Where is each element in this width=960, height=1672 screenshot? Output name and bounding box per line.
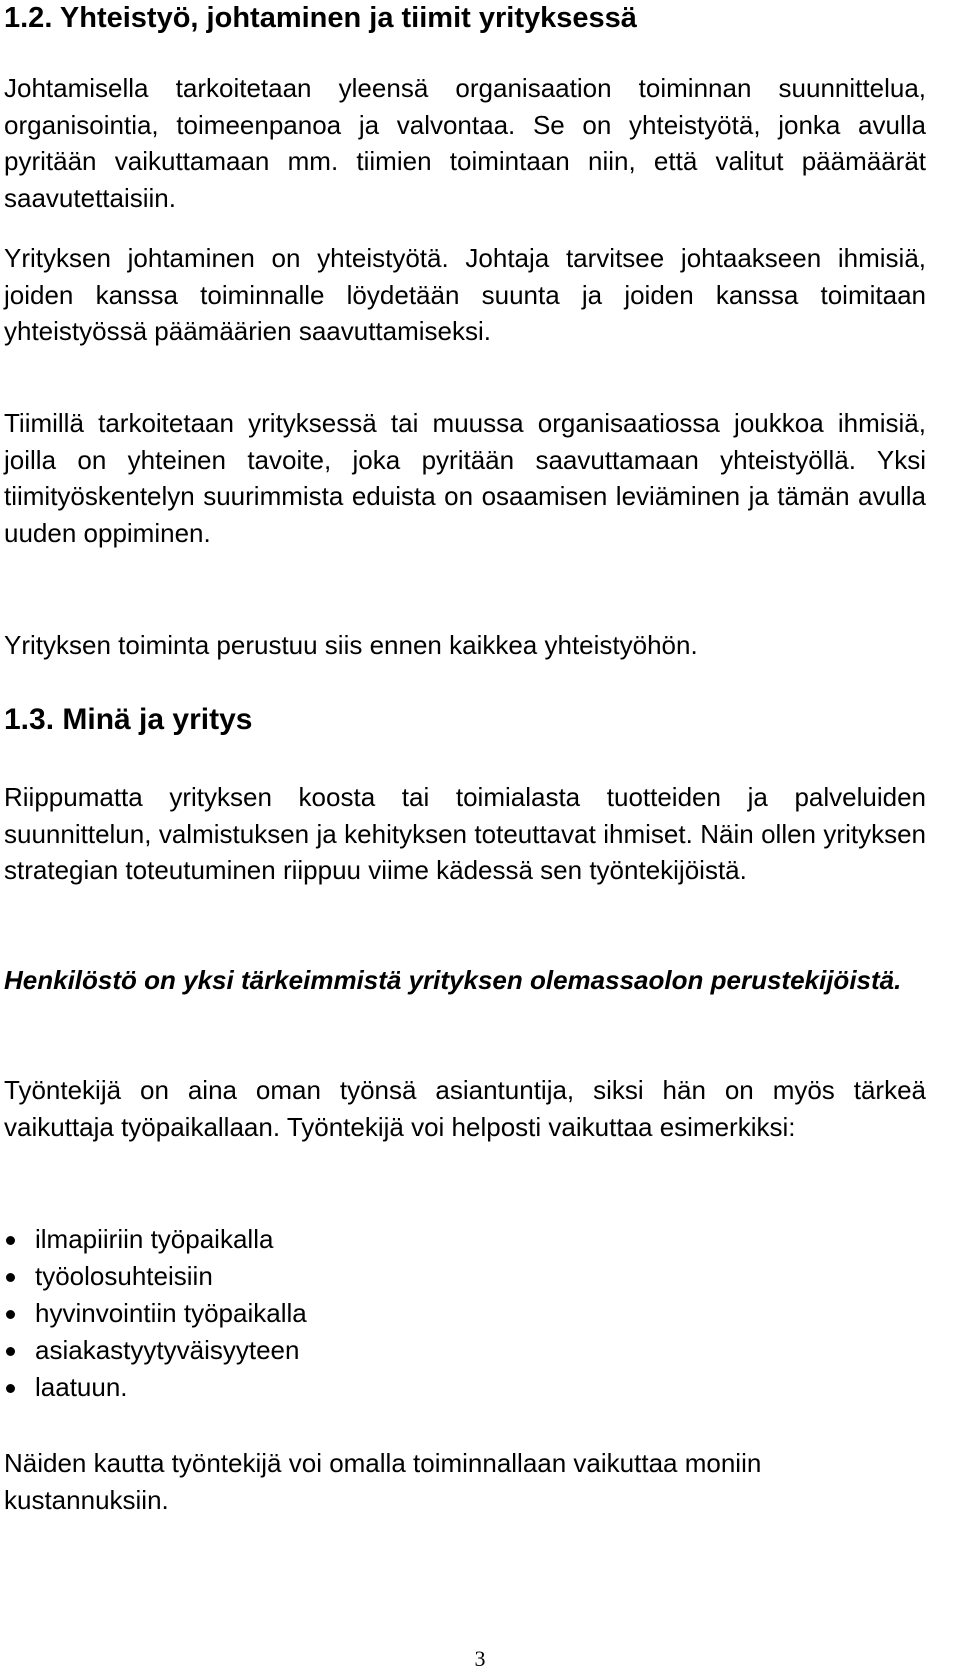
paragraph-ihmiset: Riippumatta yrityksen koosta tai toimialasta tuotteiden ja palveluiden suunnittelun, valmistuksen ja kehityksen toteuttavat ihmiset. Näin ollen yrityksen strategian toteutuminen riippuu viime kädessä sen työntekijöistä. [4, 782, 926, 886]
paragraph-yhteistyo: Yrityksen johtaminen on yhteistyötä. Johtaja tarvitsee johtaakseen ihmisiä, joiden kanssa toiminnalle löydetään suunta ja joiden kanssa toimitaan yhteistyössä päämäärien saavuttamiseksi. [4, 243, 926, 347]
list-item [4, 1332, 307, 1369]
list-item-text: laatuun. [35, 1372, 128, 1402]
list-item-text: asiakastyytyväisyyteen [35, 1335, 300, 1365]
paragraph-yhteenveto: Yrityksen toiminta perustuu siis ennen kaikkea yhteistyöhön. [4, 630, 698, 660]
paragraph-tiimit: Tiimillä tarkoitetaan yrityksessä tai muussa organisaatiossa joukkoa ihmisiä, joilla on yhteinen tavoite, joka pyritään saavuttamaan yhteistyöllä. Yksi tiimityöskentelyn suurimmista eduista on osaamisen leviäminen ja tämän avulla uuden oppiminen. [4, 408, 926, 548]
list-item-text: ilmapiiriin työpaikalla [35, 1224, 274, 1254]
bullet-icon [6, 1273, 15, 1282]
section-heading-1-2: 1.2. Yhteistyö, johtaminen ja tiimit yrityksessä [4, 2, 637, 34]
emphasis-henkilosto: Henkilöstö on yksi tärkeimmistä yrityksen olemassaolon perustekijöistä. [4, 965, 902, 995]
list-item [4, 1221, 307, 1258]
influence-list [4, 1221, 307, 1406]
paragraph-johtaminen: Johtamisella tarkoitetaan yleensä organisaation toiminnan suunnittelua, organisointia, toimeenpanoa ja valvontaa. Se on yhteistyötä, jonka avulla pyritään vaikuttamaan mm. tiimien toimintaan niin, että valitut päämäärät saavutettaisiin. [4, 73, 926, 213]
list-item [4, 1295, 307, 1332]
list-item-text: hyvinvointiin työpaikalla [35, 1298, 307, 1328]
section-heading-1-3: 1.3. Minä ja yritys [4, 703, 253, 736]
paragraph-tyontekija: Työntekijä on aina oman työnsä asiantuntija, siksi hän on myös tärkeä vaikuttaja työpaikallaan. Työntekijä voi helposti vaikuttaa esimerkiksi: [4, 1075, 926, 1142]
paragraph-kustannukset: Näiden kautta työntekijä voi omalla toiminnallaan vaikuttaa moniin kustannuksiin. [4, 1448, 762, 1515]
page-number: 3 [474, 1646, 486, 1671]
bullet-icon [6, 1384, 15, 1393]
bullet-icon [6, 1347, 15, 1356]
list-item [4, 1258, 307, 1295]
list-item [4, 1369, 307, 1406]
bullet-icon [6, 1310, 15, 1319]
list-item-text: työolosuhteisiin [35, 1261, 213, 1291]
bullet-icon [6, 1236, 15, 1245]
